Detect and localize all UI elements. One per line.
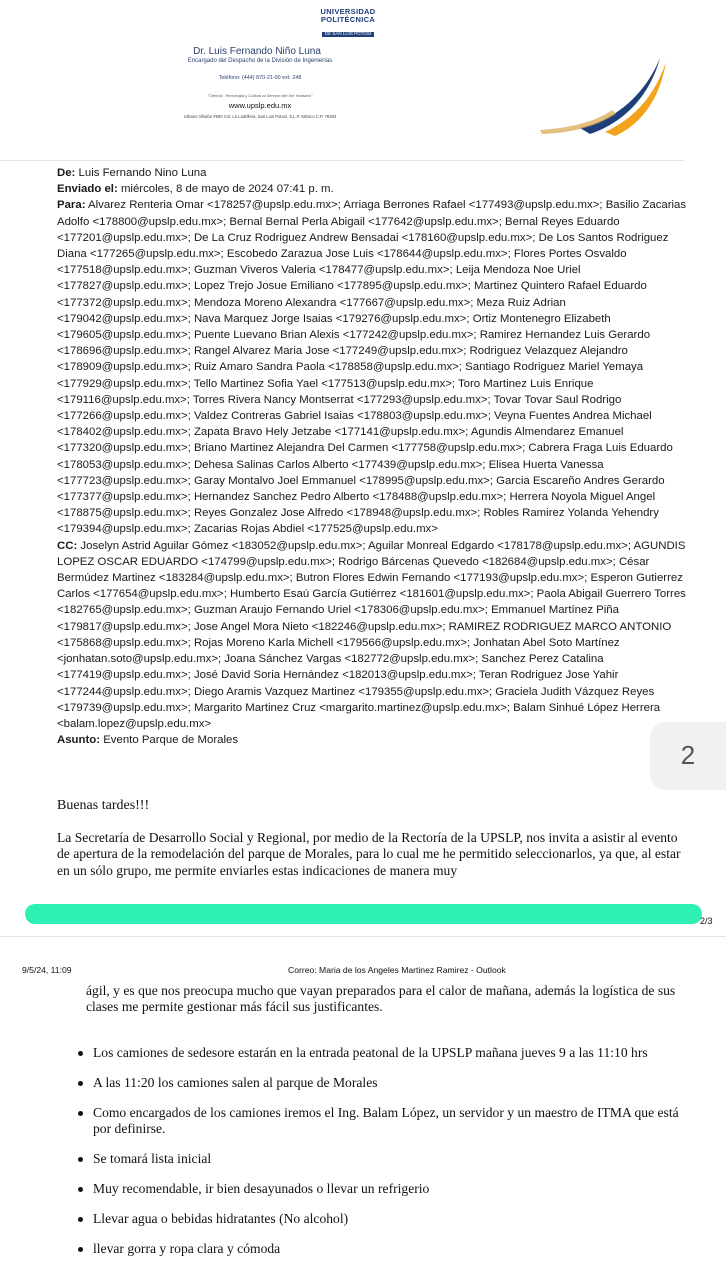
list-item: Se tomará lista inicial (76, 1151, 686, 1167)
page-count: 2/3 (700, 916, 713, 926)
list-item: Llevar agua o bebidas hidratantes (No alcohol) (76, 1211, 686, 1227)
university-logo (298, 8, 398, 39)
intro-paragraph: La Secretaría de Desarrollo Social y Regional, por medio de la Rectoría de la UPSLP, nos invita a asistir al evento de apertura de la remodelación del parque de Morales, para lo cual me he permitido seleccionarlos, ya que, al estar en un sólo grupo, me permite enviarles estas indicaciones de manera muy (57, 830, 681, 878)
page-number: 2 (680, 740, 696, 770)
sent-label: Enviado el: (57, 183, 118, 196)
cc-recipients: Joselyn Astrid Aguilar Gómez <183052@upslp.edu.mx>; Aguilar Monreal Edgardo <178178@upslp.edu.mx>; AGUNDIS LOPEZ OSCAR EDUARDO <174799@upslp.edu.mx>; Rodrigo Bárcenas Quevedo <182684@upslp.edu.mx>; César Bermúdez Martinez <183284@upslp.edu.mx>; Butron Flores Edwin Fernando <177193@upslp.edu.mx>; Esperon Gutierrez Carlos <177654@upslp.edu.mx>; Humberto Esaú García Gutiérrez <181601@upslp.edu.mx>; Paola Abigail Guerrero Torres <182765@upslp.edu.mx>; Guzman Araujo Fernando Uriel <178306@upslp.edu.mx>; Emmanuel Martínez Piña <179817@upslp.edu.mx>; Jose Angel Mora Nieto <182246@upslp.edu.mx>; RAMIREZ RODRIGUEZ MARCO ANTONIO <175868@upslp.edu.mx>; Rojas Moreno Karla Michell <179566@upslp.edu.mx>; Jonhatan Abel Soto Martínez <jonhatan.soto@upslp.edu.mx>; Joana Sánchez Vargas <182772@upslp.edu.mx>; Sanchez Perez Catalina <177419@upslp.edu.mx>; José David Soria Hernández <182013@upslp.edu.mx>; Teran Rodriguez Jose Yahir <177244@upslp.edu.mx>; Diego Aramis Vazquez Martinez <179355@upslp.edu.mx>; Graciela Judith Vázquez Reyes <179739@upslp.edu.mx>; Margarito Martinez Cruz <margarito.martinez@upslp.edu.mx>; Balam Sinhué López Herrera <balam.lopez@upslp.edu.mx> (57, 539, 686, 730)
from-label: De: (57, 167, 76, 179)
email-header (57, 165, 687, 748)
from-row (57, 165, 687, 181)
highlighter-redaction (25, 904, 702, 924)
letterhead-address: Urbano Villalón #500 Col. La Ladrillera, San Luis Potosí, S.L.P. México C.P. 78363 (183, 114, 337, 119)
letterhead-website: www.upslp.edu.mx (228, 101, 292, 110)
page-number-badge (650, 722, 726, 790)
letterhead-phone: Teléfono: (444) 870-21-00 ext. 248 (218, 75, 302, 81)
subject-row (57, 732, 687, 748)
to-recipients: Alvarez Renteria Omar <178257@upslp.edu.mx>; Arriaga Berrones Rafael <177493@upslp.edu.mx>; Basilio Zacarias Adolfo <178800@upslp.edu.mx>; Bernal Bernal Perla Abigail <177642@upslp.edu.mx>; Bernal Reyes Eduardo <177201@upslp.edu.mx>; De La Cruz Rodriguez Andrew Bensadai <178160@upslp.edu.mx>; De Los Santos Rodriguez Diana <177265@upslp.edu.mx>; Escobedo Zarazua Jose Luis <178644@upslp.edu.mx>; Flores Portes Osvaldo <177518@upslp.edu.mx>; Guzman Viveros Valeria <178477@upslp.edu.mx>; Leija Mendoza Noe Uriel <177827@upslp.edu.mx>; Lopez Trejo Josue Emiliano <177895@upslp.edu.mx>; Martinez Quintero Rafael Eduardo <177372@upslp.edu.mx>; Mendoza Moreno Alexandra <177667@upslp.edu.mx>; Meza Ruiz Adrian <179042@upslp.edu.mx>; Nava Marquez Jorge Isaias <179276@upslp.edu.mx>; Ortiz Montenegro Elizabeth <179605@upslp.edu.mx>; Puente Luevano Brian Alexis <177242@upslp.edu.mx>; Ramirez Hernandez Luis Gerardo <178696@upslp.edu.mx>; Rangel Alvarez Maria Jose <177249@upslp.edu.mx>; Rodriguez Velazquez Alejandro <178909@upslp.edu.mx>; Ruiz Amaro Sandra Paola <178858@upslp.edu.mx>; Santiago Rodriguez Mariel Yemaya <177929@upslp.edu.mx>; Tello Martinez Sofia Yael <177513@upslp.edu.mx>; Toro Martinez Luis Enrique <179116@upslp.edu.mx>; Torres Rivera Nancy Montserrat <177293@upslp.edu.mx>; Tovar Tovar Saul Rodrigo <177266@upslp.edu.mx>; Valdez Contreras Gabriel Isaias <178803@upslp.edu.mx>; Veyna Fuentes Andrea Michael <178402@upslp.edu.mx>; Zapata Bravo Hely Jetzabe <177141@upslp.edu.mx>; Agundis Almendarez Emanuel <177320@upslp.edu.mx>; Briano Martinez Alejandra Del Carmen <177758@upslp.edu.mx>; Cabrera Fraga Luis Eduardo <178053@upslp.edu.mx>; Dehesa Salinas Carlos Alberto <177439@upslp.edu.mx>; Elisea Huerta Vanessa <177723@upslp.edu.mx>; Garay Montalvo Joel Emmanuel <178995@upslp.edu.mx>; Garcia Escareño Andres Gerardo <177377@upslp.edu.mx>; Hernandez Sanchez Pedro Alberto <178488@upslp.edu.mx>; Herrera Noyola Miguel Angel <178875@upslp.edu.mx>; Reyes Gonzalez Jose Alfredo <178948@upslp.edu.mx>; Robles Ramirez Yolanda Yehendry <179394@upslp.edu.mx>; Zacarias Rojas Abdiel <177525@upslp.edu.mx> (57, 199, 687, 536)
to-row (57, 197, 687, 537)
list-item: llevar gorra y ropa clara y cómoda (76, 1241, 686, 1257)
list-item: Como encargados de los camiones iremos el Ing. Balam López, un servidor y un maestro de ITMA que está por definirse. (76, 1105, 686, 1137)
letterhead-slogan: "Ciencia, Tecnología y Cultura al Servicio del Ser Humano" (207, 93, 313, 98)
subject-label: Asunto: (57, 734, 101, 747)
letterhead (60, 0, 670, 140)
list-item: Los camiones de sedesore estarán en la entrada peatonal de la UPSLP mañana jueves 9 a las 11:10 hrs (76, 1045, 686, 1061)
greeting: Buenas tardes!!! (57, 798, 150, 813)
print-date: 9/5/24, 11:09 (22, 965, 72, 975)
logo-line-1: UNIVERSIDAD (320, 7, 376, 16)
continuation-paragraph: ágil, y es que nos preocupa mucho que vayan preparados para el calor de mañana, además la logística de sus clases me permite gestionar más fácil sus justificantes. (86, 983, 676, 1015)
page-break (0, 936, 726, 946)
cc-label: CC: (57, 539, 78, 552)
letterhead-name: Dr. Luis Fernando Niño Luna (193, 46, 321, 57)
logo-line-3: DE SAN LUIS POTOSÍ (322, 32, 374, 37)
letterhead-role: Encargado del Despacho de la División de Ingenierías (187, 58, 333, 64)
instructions-list (76, 1045, 686, 1257)
cc-row (57, 538, 687, 732)
logo-line-2: POLITÉCNICA (320, 14, 376, 24)
sent-row (57, 181, 687, 197)
print-header-title: Correo: Maria de los Angeles Martinez Ramirez - Outlook (288, 965, 506, 975)
list-item: A las 11:20 los camiones salen al parque de Morales (76, 1075, 686, 1091)
subject-value: Evento Parque de Morales (103, 734, 239, 747)
list-item: Muy recomendable, ir bien desayunados o llevar un refrigerio (76, 1181, 686, 1197)
to-label: Para: (57, 199, 86, 212)
sent-value: miércoles, 8 de mayo de 2024 07:41 p. m. (120, 183, 334, 196)
header-divider (0, 160, 684, 161)
from-value: Luis Fernando Nino Luna (78, 167, 207, 179)
